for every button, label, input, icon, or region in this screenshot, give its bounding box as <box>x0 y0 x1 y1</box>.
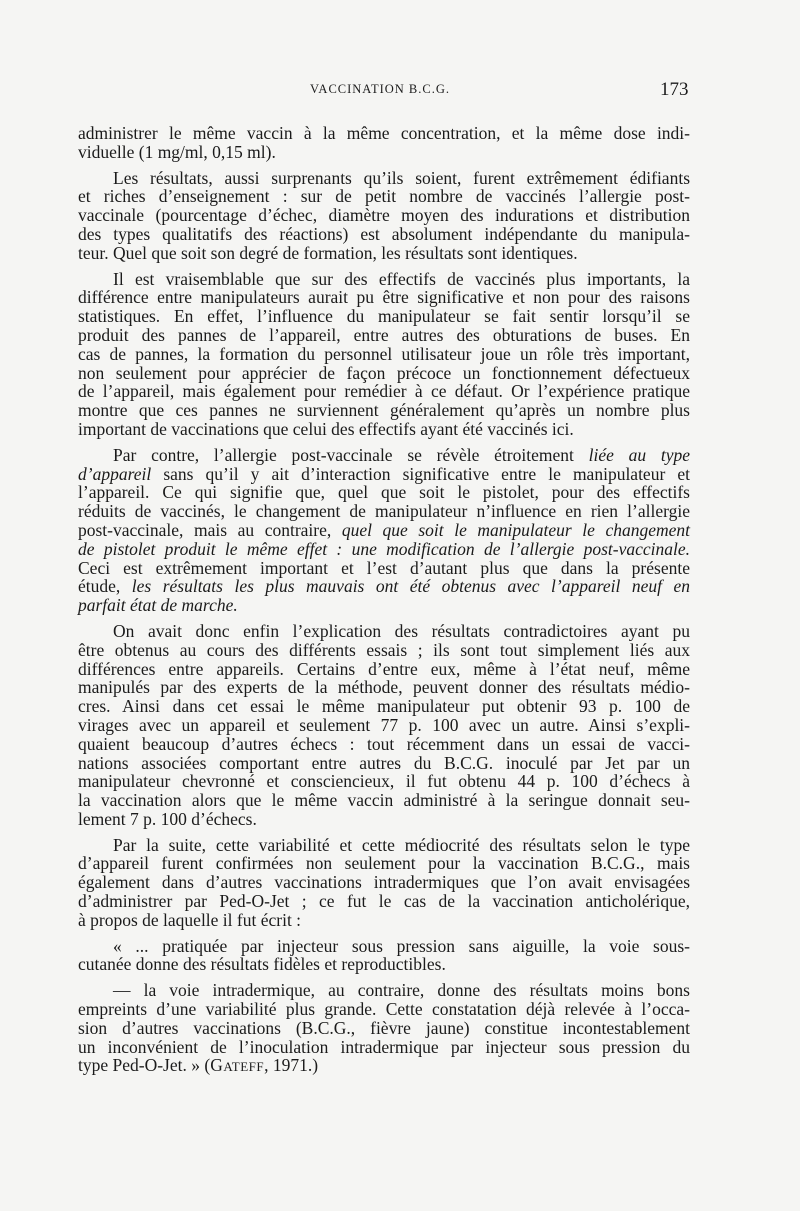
text-line <box>78 577 690 596</box>
text-line: nations associées comportant entre autres du B.C.G. inoculé par Jet par un <box>78 752 690 773</box>
text-line: être obtenus au cours des différents essais ; ils sont tout simplement liés aux <box>78 639 690 660</box>
text-line: manipulés par des experts de la méthode, peuvent donner des résultats médio- <box>78 677 690 698</box>
page-number: 173 <box>660 79 689 100</box>
text-line: d’administrer par Ped-O-Jet ; ce fut le cas de la vaccination anticholérique, <box>78 891 690 912</box>
text-line: de l’appareil, mais également pour remédier à ce défaut. Or l’expérience pratique <box>78 381 690 402</box>
running-title: VACCINATION B.C.G. <box>310 82 451 96</box>
text-line: cres. Ainsi dans cet essai le même manipulateur put obtenir 93 p. 100 de <box>78 696 690 717</box>
text-line: réduits de vaccinés, le changement de manipulateur n’influence en rien l’allergie <box>78 501 690 522</box>
text-line: et riches d’enseignement : sur de petit nombre de vaccinés l’allergie post- <box>78 186 690 207</box>
text-segment: étude, <box>78 576 132 597</box>
text-line: également dans d’autres vaccinations intradermiques que l’on avait envisagées <box>78 872 690 893</box>
paragraph <box>78 622 690 829</box>
text-line: vaccinale (pourcentage d’échec, diamètre moyen des indurations et distribution <box>78 205 690 226</box>
text-line: Il est vraisemblable que sur des effectifs de vaccinés plus importants, la <box>113 268 690 289</box>
paragraph <box>78 836 690 930</box>
paragraph <box>78 169 690 263</box>
text-line: teur. Quel que soit son degré de formation, les résultats sont identiques. <box>78 242 578 263</box>
body-text <box>78 124 690 1077</box>
text-line: On avait donc enfin l’explication des résultats contradictoires ayant pu <box>113 620 690 641</box>
paragraph <box>78 446 690 615</box>
text-line: virages avec un appareil et seulement 77 p. 100 avec un autre. Ainsi s’expli- <box>78 714 690 735</box>
text-line: important de vaccinations que celui des effectifs ayant été vaccinés ici. <box>78 418 574 439</box>
quotation-paragraph <box>78 937 690 975</box>
quotation-paragraph <box>78 981 690 1077</box>
text-line <box>78 465 690 484</box>
text-line: cutanée donne des résultats fidèles et reproductibles. <box>78 954 446 975</box>
text-line: un inconvénient de l’inoculation intradermique par injecteur sous pression du <box>78 1036 690 1057</box>
text-segment: post-vaccinale, mais au contraire, <box>78 519 342 540</box>
text-line: l’appareil. Ce qui signifie que, quel que soit le pistolet, pour des effectifs <box>78 482 690 503</box>
text-line: Les résultats, aussi surprenants qu’ils soient, furent extrêmement édifiants <box>113 167 690 188</box>
text-line: cas de pannes, la formation du personnel utilisateur joue un rôle très important, <box>78 343 690 364</box>
text-line: d’appareil furent confirmées non seulement pour la vaccination B.C.G., mais <box>78 853 690 874</box>
text-line: statistiques. En effet, l’influence du manipulateur se fait sentir lorsqu’il se <box>78 306 690 327</box>
text-line: sion d’autres vaccinations (B.C.G., fièvre jaune) constitue incontestablement <box>78 1017 690 1038</box>
text-line: « ... pratiquée par injecteur sous pression sans aiguille, la voie sous- <box>113 935 690 956</box>
italic-text: les résultats les plus mauvais ont été obtenus avec l’appareil neuf en <box>131 576 690 597</box>
text-line <box>78 446 690 465</box>
italic-text: de pistolet produit le même effet : une modification de l’allergie post-vaccinale. <box>78 538 690 559</box>
text-line: différences entre appareils. Certains d’entre eux, même à l’état neuf, même <box>78 658 690 679</box>
text-segment: Par contre, l’allergie post-vaccinale se révèle étroitement <box>113 444 589 465</box>
paragraph <box>78 124 690 162</box>
text-line: montre que ces pannes ne surviennent généralement qu’après un nombre plus <box>78 400 690 421</box>
text-line <box>78 540 690 559</box>
text-line: la vaccination alors que le même vaccin administré à la seringue donnait seu- <box>78 790 690 811</box>
text-line <box>78 1056 690 1077</box>
text-line: produit des pannes de l’appareil, entre autres des obturations de buses. En <box>78 324 690 345</box>
text-line: quaient beaucoup d’autres échecs : tout récemment dans un essai de vacci- <box>78 733 690 754</box>
italic-text: parfait état de marche. <box>78 595 238 616</box>
citation-author: GATEFF <box>210 1055 265 1076</box>
text-line: des types qualitatifs des réactions) est absolument indépendante du manipula- <box>78 223 690 244</box>
italic-text: quel que soit le manipulateur le changement <box>341 519 691 540</box>
text-line: Par la suite, cette variabilité et cette médiocrité des résultats selon le type <box>113 834 690 855</box>
text-line: lement 7 p. 100 d’échecs. <box>78 808 257 829</box>
text-line: — la voie intradermique, au contraire, donne des résultats moins bons <box>113 980 690 1001</box>
text-line: à propos de laquelle il fut écrit : <box>78 909 302 930</box>
text-line: Ceci est extrêmement important et l’est d’autant plus que dans la présente <box>78 557 690 578</box>
italic-text: d’appareil <box>78 463 152 484</box>
text-line <box>78 521 690 540</box>
text-line: empreints d’une variabilité plus grande. Cette constatation déjà relevée à l’occa- <box>78 999 690 1020</box>
paragraph <box>78 270 690 439</box>
text-line: manipulateur chevronné et consciencieux, il fut obtenu 44 p. 100 d’échecs à <box>78 771 690 792</box>
text-line <box>78 596 690 615</box>
text-segment: type Ped-O-Jet. » ( <box>78 1055 211 1076</box>
text-line: administrer le même vaccin à la même concentration, et la même dose indi- <box>78 123 690 143</box>
text-segment: , 1971.) <box>264 1055 319 1076</box>
text-line: non seulement pour apprécier de façon précoce un fonctionnement défectueux <box>78 362 690 383</box>
text-line: différence entre manipulateurs aurait pu être significative et non pour des raisons <box>78 287 690 308</box>
italic-text: liée au type <box>588 444 690 465</box>
text-segment: sans qu’il y ait d’interaction significative entre le manipulateur et <box>151 463 690 484</box>
text-line: viduelle (1 mg/ml, 0,15 ml). <box>78 141 276 162</box>
